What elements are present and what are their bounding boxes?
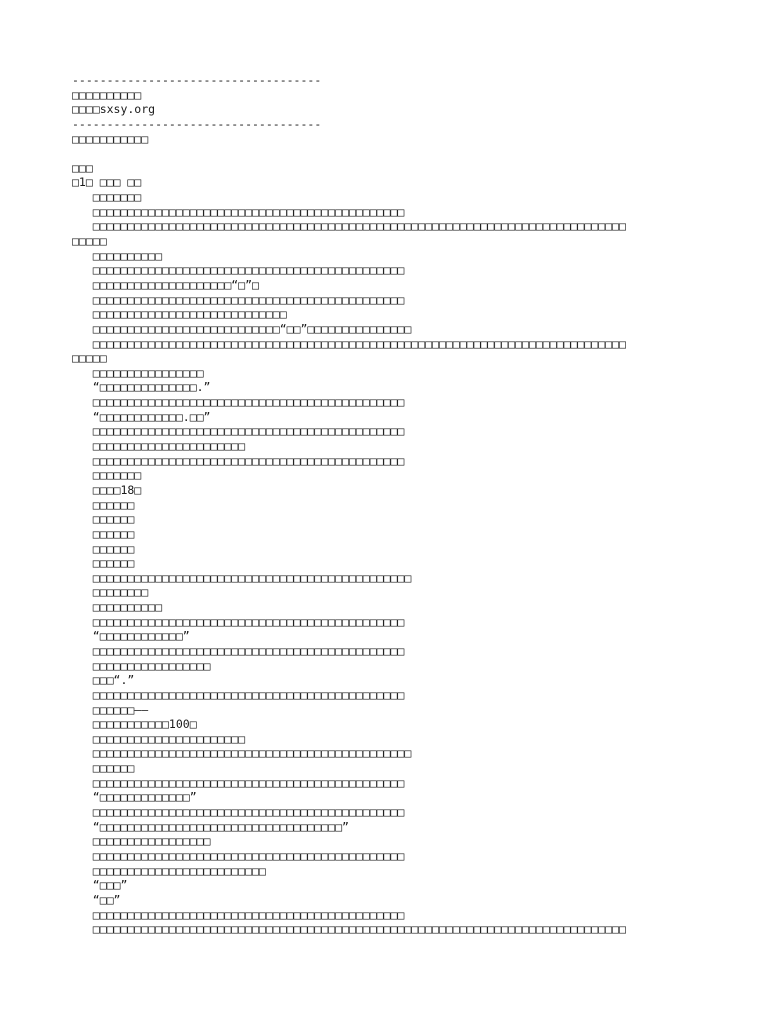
text-line: □□□□□□ (72, 556, 135, 571)
text-line: □□□□□□□□□□□□□□□□□□□□□□□□□□□□□□□□□□□□□□□□□□□□□ (72, 204, 405, 219)
text-line: □□□□□□□□□□□□□□□□□□□□□□□□□□□□□□□□□□□□□□□□□□□□□□ (72, 570, 412, 585)
text-line: □□□□□□□□□□□□□□□□□□□□□□□□□□□□□□□□□□□□□□□□□□□□□ (72, 643, 405, 658)
text-line: □□□□□□—— (72, 702, 149, 717)
text-line: □□□□□□□□□□□100□ (72, 717, 197, 732)
text-line: “□□□” (72, 878, 128, 893)
text-line: □□□□□□□□□□□□□□□□□□□□□□□□□□□□□□□□□□□□□□□□□□□□□ (72, 848, 405, 863)
text-line: □□□□□□ (72, 526, 135, 541)
text-line: □□□□□□ (72, 541, 135, 556)
text-line: □□□□□□□□□□ (72, 87, 142, 102)
text-line: □□□ (72, 160, 93, 175)
text-line: □□□□□□□□□□□□□□□□□□□□□□□□□□□□□□□□□□□□□□□□□□□□□ (72, 614, 405, 629)
text-line: □□□□□□□□□□□□□□□□□ (72, 658, 211, 673)
text-line: □□□□□□□□□□□□□□□□□□□□□□□□□□□□□□□□□□□□□□□□□□□□□□ (72, 746, 412, 761)
text-line: □1□ □□□ □□ (72, 175, 142, 190)
text-line (72, 146, 752, 161)
text-line: “□□□□□□□□□□□□□” (72, 790, 197, 805)
text-line: □□□□□□□□□□□□□□□□□□□□□□□□□□□□□□□□□□□□□□□□□□□□□□□□□□□□□□□□□□□□□□□□□□□□□□□□□□□□□ (72, 219, 626, 234)
text-line: □□□□□□□□□□□□□□□□□□□□□□□□□□□□ (72, 307, 287, 322)
text-line: “□□□□□□□□□□□□.□□” (72, 409, 211, 424)
text-line: □□□□□□□□□□ (72, 248, 163, 263)
text-line: □□□□□□□□□□□□□□□□□ (72, 834, 211, 849)
text-line: □□□□□□□□□□□□□□□□□□□□“□”□ (72, 277, 259, 292)
text-line: □□□□□□□□□□□□□□□□□□□□□□□□□□□□□□□□□□□□□□□□□□□□□ (72, 453, 405, 468)
text-line: □□□□□□□□□□□□□□□□□□□□□□ (72, 731, 246, 746)
text-line: “□□□□□□□□□□□□” (72, 629, 190, 644)
text-line: □□□□□□□□□□□□□□□□□□□□□□□□□□□□□□□□□□□□□□□□□□□□□□□□□□□□□□□□□□□□□□□□□□□□□□□□□□□□□ (72, 336, 626, 351)
text-line: □□□□□□□□□□□□□□□□□□□□□□□□□□□□□□□□□□□□□□□□□□□□□ (72, 395, 405, 410)
text-line: □□□□□□ (72, 497, 135, 512)
text-line: □□□□□□□□□□□□□□□□□□□□□□□□□□□□□□□□□□□□□□□□□□□□□□□□□□□□□□□□□□□□□□□□□□□□□□□□□□□□□ (72, 922, 626, 937)
text-line: □□□□□□□□□□□□□□□□□□□□□□□□□□□□□□□□□□□□□□□□□□□□□ (72, 775, 405, 790)
text-line: □□□□□□□□□□□□□□□□□□□□□□□□□□□□□□□□□□□□□□□□□□□□□ (72, 805, 405, 820)
text-line: □□□□□□□□□□□□□□□□□□□□□□□□□□□□□□□□□□□□□□□□□□□□□ (72, 292, 405, 307)
text-line: □□□□□□□□□□□□□□□□□□□□□□□□□□□□□□□□□□□□□□□□□□□□□ (72, 263, 405, 278)
text-line: □□□□□□□□□□□□□□□□□□□□□□□□□□□□□□□□□□□□□□□□□□□□□ (72, 424, 405, 439)
text-line: ------------------------------------ (72, 116, 322, 131)
text-line: □□□□□□□ (72, 190, 142, 205)
text-line: □□□□□□□□□□ (72, 600, 163, 615)
text-line: □□□“.” (72, 673, 135, 688)
text-line: □□□□□□□□□□□□□□□□□□□□□□ (72, 439, 246, 454)
text-line: “□□□□□□□□□□□□□□□□□□□□□□□□□□□□□□□□□□□” (72, 819, 349, 834)
text-line: □□□□□□□□□□□□□□□□□□□□□□□□□□□□□□□□□□□□□□□□□□□□□ (72, 907, 405, 922)
text-line: □□□□□ (72, 351, 107, 366)
text-line: “□□” (72, 892, 121, 907)
text-line: □□□□□ (72, 234, 107, 249)
text-line: □□□□sxsy.org (72, 102, 156, 117)
text-line: □□□□□□□□□□□□□□□□ (72, 365, 204, 380)
document-text (72, 73, 752, 937)
text-line: □□□□□□ (72, 512, 135, 527)
text-line: □□□□□□□ (72, 468, 142, 483)
text-line: □□□□□□□□□□□□□□□□□□□□□□□□□□□□□□□□□□□□□□□□□□□□□ (72, 687, 405, 702)
text-line: □□□□18□ (72, 482, 142, 497)
text-line: “□□□□□□□□□□□□□□.” (72, 380, 211, 395)
text-line: □□□□□□□□□□□□□□□□□□□□□□□□□ (72, 863, 266, 878)
text-line: □□□□□□□□□□□ (72, 131, 149, 146)
text-line: □□□□□□□□□□□□□□□□□□□□□□□□□□□“□□”□□□□□□□□□□□□□□□ (72, 321, 412, 336)
text-line: □□□□□□□□ (72, 585, 149, 600)
text-line: □□□□□□ (72, 761, 135, 776)
text-line: ------------------------------------ (72, 73, 322, 87)
